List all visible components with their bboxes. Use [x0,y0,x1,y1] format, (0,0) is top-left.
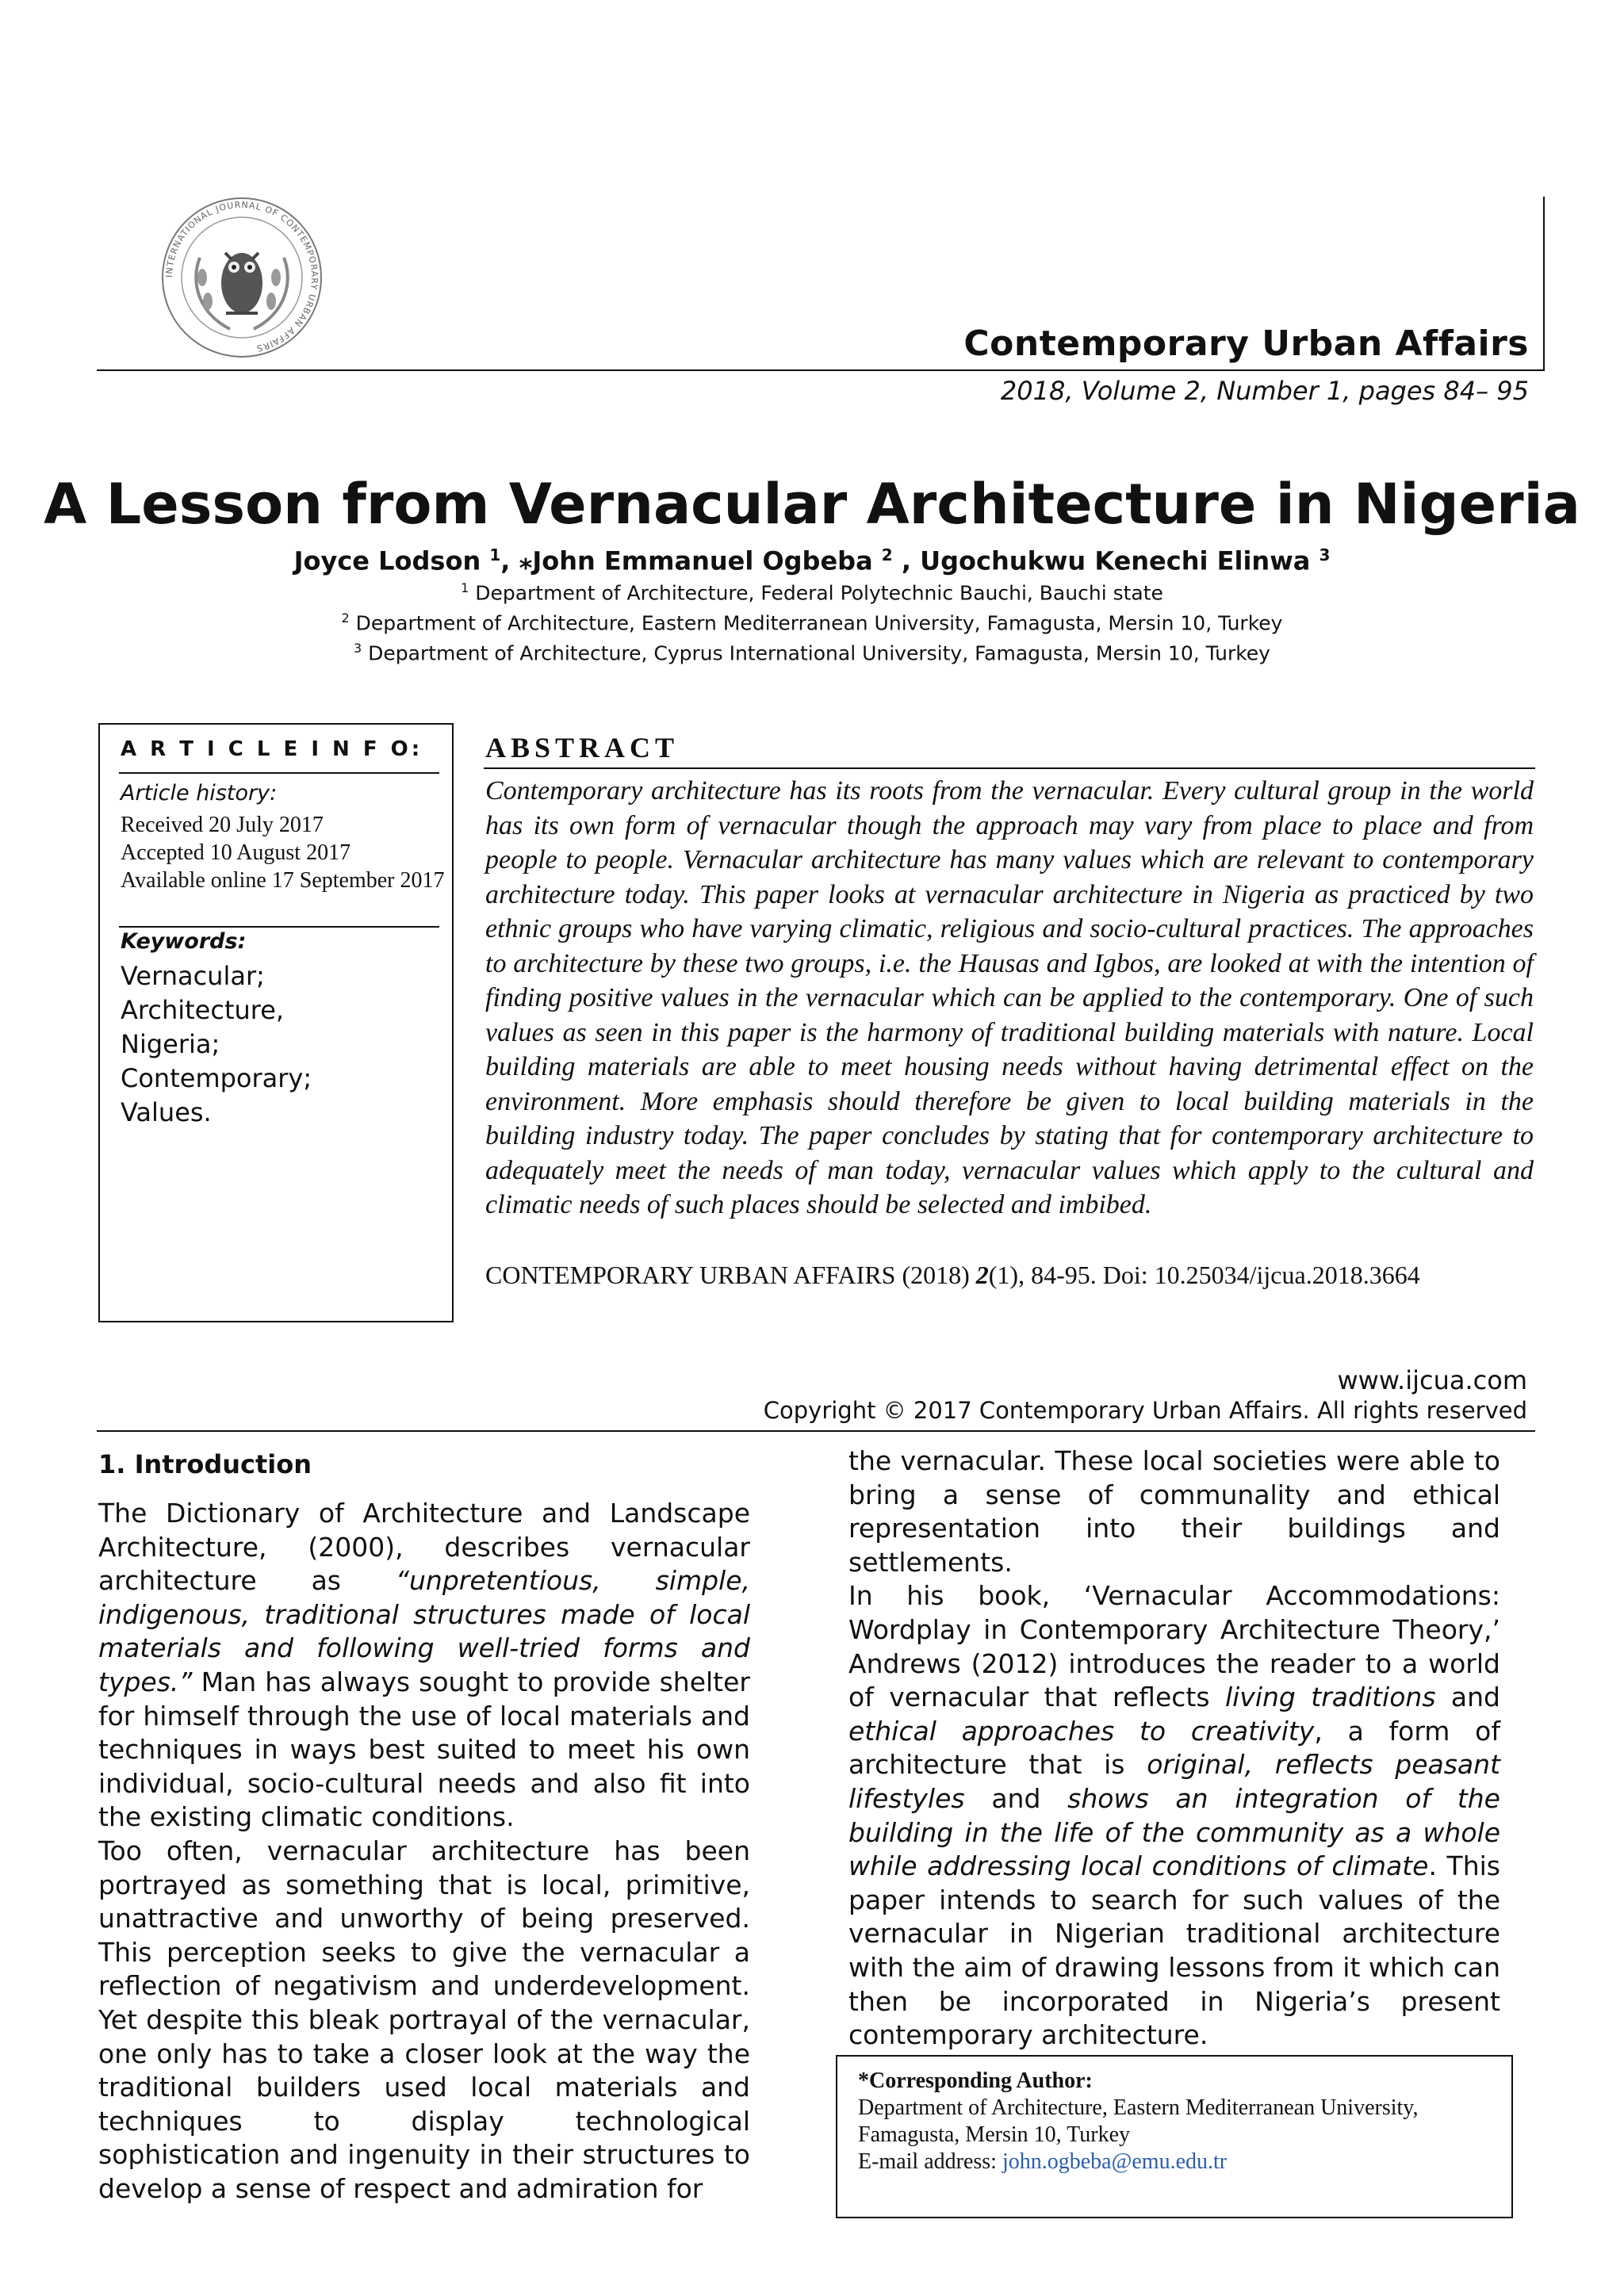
abstract-rule [484,767,1535,769]
author-name: ⁎John Emmanuel Ogbeba [519,545,882,576]
author-separator: , [892,545,921,576]
keyword: Values. [121,1097,212,1127]
quote-text: “unpretentious, simple, indigenous, traditional structures made of local materials and following well-tried forms and types.” [98,1565,750,1697]
email-link[interactable]: john.ogbeba@emu.edu.tr [1002,2149,1228,2174]
keyword: Nigeria; [121,1029,220,1059]
text-run: and [964,1782,1068,1814]
article-title: A Lesson from Vernacular Architecture in Nigeria [44,472,1580,537]
section-heading: 1. Introduction [98,1449,312,1479]
affiliation-text: Department of Architecture, Federal Polytechnic Bauchi, Bauchi state [469,581,1163,605]
author-name: Ugochukwu Kenechi Elinwa [920,545,1320,576]
author-sup: 3 [1319,545,1331,564]
header-vertical-rule [1543,197,1545,369]
text-run: In his book, ‘Vernacular Accommodations: Wordplay in Contemporary Architecture Theory,’ Andrews (2012) introduces the reader to a world of vernacular that reflects [848,1580,1500,1713]
emphasis-text: living traditions [1224,1682,1436,1713]
affiliation-text: Department of Architecture, Cyprus International University, Famagusta, Mersin 10, Turkey [362,641,1270,665]
corresponding-label: *Corresponding Author: [858,2068,1093,2093]
issue-info: 2018, Volume 2, Number 1, pages 84– 95 [1000,376,1529,406]
author-name: Joyce Lodson [293,545,490,576]
abstract-text: Contemporary architecture has its roots from the vernacular. Every cultural group in the world has its own form of vernacular though the approach may vary from place to place and from people to people. Vernacular architecture has many values which are relevant to contemporary architecture today. This paper looks at vernacular architecture in Nigeria as practiced by two ethnic groups who have varying climatic, religious and socio-cultural practices. The approaches to architecture by these two groups, i.e. the Hausas and Igbos, are looked at with the intention of finding positive values in the vernacular which can be applied to the contemporary. One of such values as seen in this paper is the harmony of traditional building materials with nature. Local building materials are able to meet housing needs without having detrimental effect on the environment. More emphasis should therefore be given to local building materials in the building industry today. The paper concludes by stating that for contemporary architecture to adequately meet the needs of man today, vernacular values which apply to the cultural and climatic needs of such places should be selected and imbibed. [485,776,1534,1219]
author-sup: 1 [489,545,501,564]
paragraph: Too often, vernacular architecture has been portrayed as something that is local, primitive, unattractive and unworthy of being preserved. This perception seeks to give the vernacular a reflection of negativism and underdevelopment. Yet despite this bleak portrayal of the vernacular, one only has to take a closer look at the way the traditional builders used local materials and techniques to display technological sophistication and ingenuity in their structures to develop a sense of respect and admiration for [98,1835,750,2204]
abstract-citation [485,1261,1420,1290]
keywords-list [121,959,312,1130]
abstract-heading: ABSTRACT [485,732,680,763]
affiliation-2 [0,610,1624,634]
paragraph [98,1497,750,1835]
citation-suffix: (1), 84-95. Doi: 10.25034/ijcua.2018.3664 [988,1261,1420,1289]
emphasis-text: shows an integration of the building in the life of the community as a whole while addressing local conditions of climate [848,1782,1500,1882]
affiliation-sup: 1 [461,580,469,595]
right-column [848,1445,1500,2053]
author-sup: 2 [881,545,893,564]
text-run: and [1435,1682,1501,1713]
owl-emblem-icon [159,194,325,361]
journal-title: Contemporary Urban Affairs [963,323,1529,364]
author-list [0,545,1624,576]
article-info-heading: A R T I C L E I N F O: [121,737,423,761]
paragraph [848,1579,1500,2052]
logo-ring-text: INTERNATIONAL JOURNAL OF CONTEMPORARY URBAN AFFAIRS [163,199,320,354]
affiliation-3 [0,641,1624,664]
left-column [98,1497,750,2206]
emphasis-text: ethical approaches to creativity [848,1715,1315,1747]
keyword: Vernacular; [121,961,265,991]
corresponding-address: Department of Architecture, Eastern Mediterranean University, Famagusta, Mersin 10, Turkey [858,2095,1419,2147]
keyword: Architecture, [121,995,285,1025]
affiliation-text: Department of Architecture, Eastern Mediterranean University, Famagusta, Mersin 10, Turkey [349,611,1283,635]
citation-prefix: CONTEMPORARY URBAN AFFAIRS (2018) [485,1261,976,1289]
journal-logo [159,194,325,361]
affiliation-sup: 2 [341,610,350,626]
received-date: Received 20 July 2017 [121,813,324,837]
author-separator: , [500,545,519,576]
email-label: E-mail address: [858,2149,1002,2174]
info-rule [119,926,439,928]
info-rule [119,772,439,774]
journal-website-link[interactable]: www.ijcua.com [1337,1365,1527,1395]
affiliation-sup: 3 [354,641,362,656]
corresponding-author-box [836,2055,1513,2218]
affiliation-1 [0,580,1624,604]
copyright-notice: Copyright © 2017 Contemporary Urban Affairs. All rights reserved [763,1397,1527,1424]
history-label: Article history: [121,781,278,806]
text-run: . This paper intends to search for such values of the vernacular in Nigerian traditional architecture with the aim of drawing lessons from it which can then be incorporated in Nigeria’s present contemporary architecture. [848,1850,1500,2051]
text-run: Man has always sought to provide shelter for himself through the use of local materials and techniques in ways best suited to meet his own individual, socio-cultural needs and also fit into the existing climatic conditions. [98,1666,750,1833]
text-run: The Dictionary of Architecture and Landscape Architecture, (2000), describes vernacular architecture as [98,1498,750,1597]
available-date: Available online 17 September 2017 [121,868,445,893]
keywords-label: Keywords: [121,929,247,954]
header-rule [97,369,1545,371]
emphasis-text: original, reflects peasant lifestyles [848,1749,1500,1814]
text-run: , a form of architecture that is [848,1715,1500,1781]
accepted-date: Accepted 10 August 2017 [121,840,351,865]
paragraph: the vernacular. These local societies were able to bring a sense of communality and ethical representation into their buildings and settlements. [848,1445,1500,1578]
keyword: Contemporary; [121,1063,312,1093]
citation-volume: 2 [975,1261,989,1289]
corresponding-email-row [858,2149,1491,2175]
section-rule [97,1430,1535,1432]
